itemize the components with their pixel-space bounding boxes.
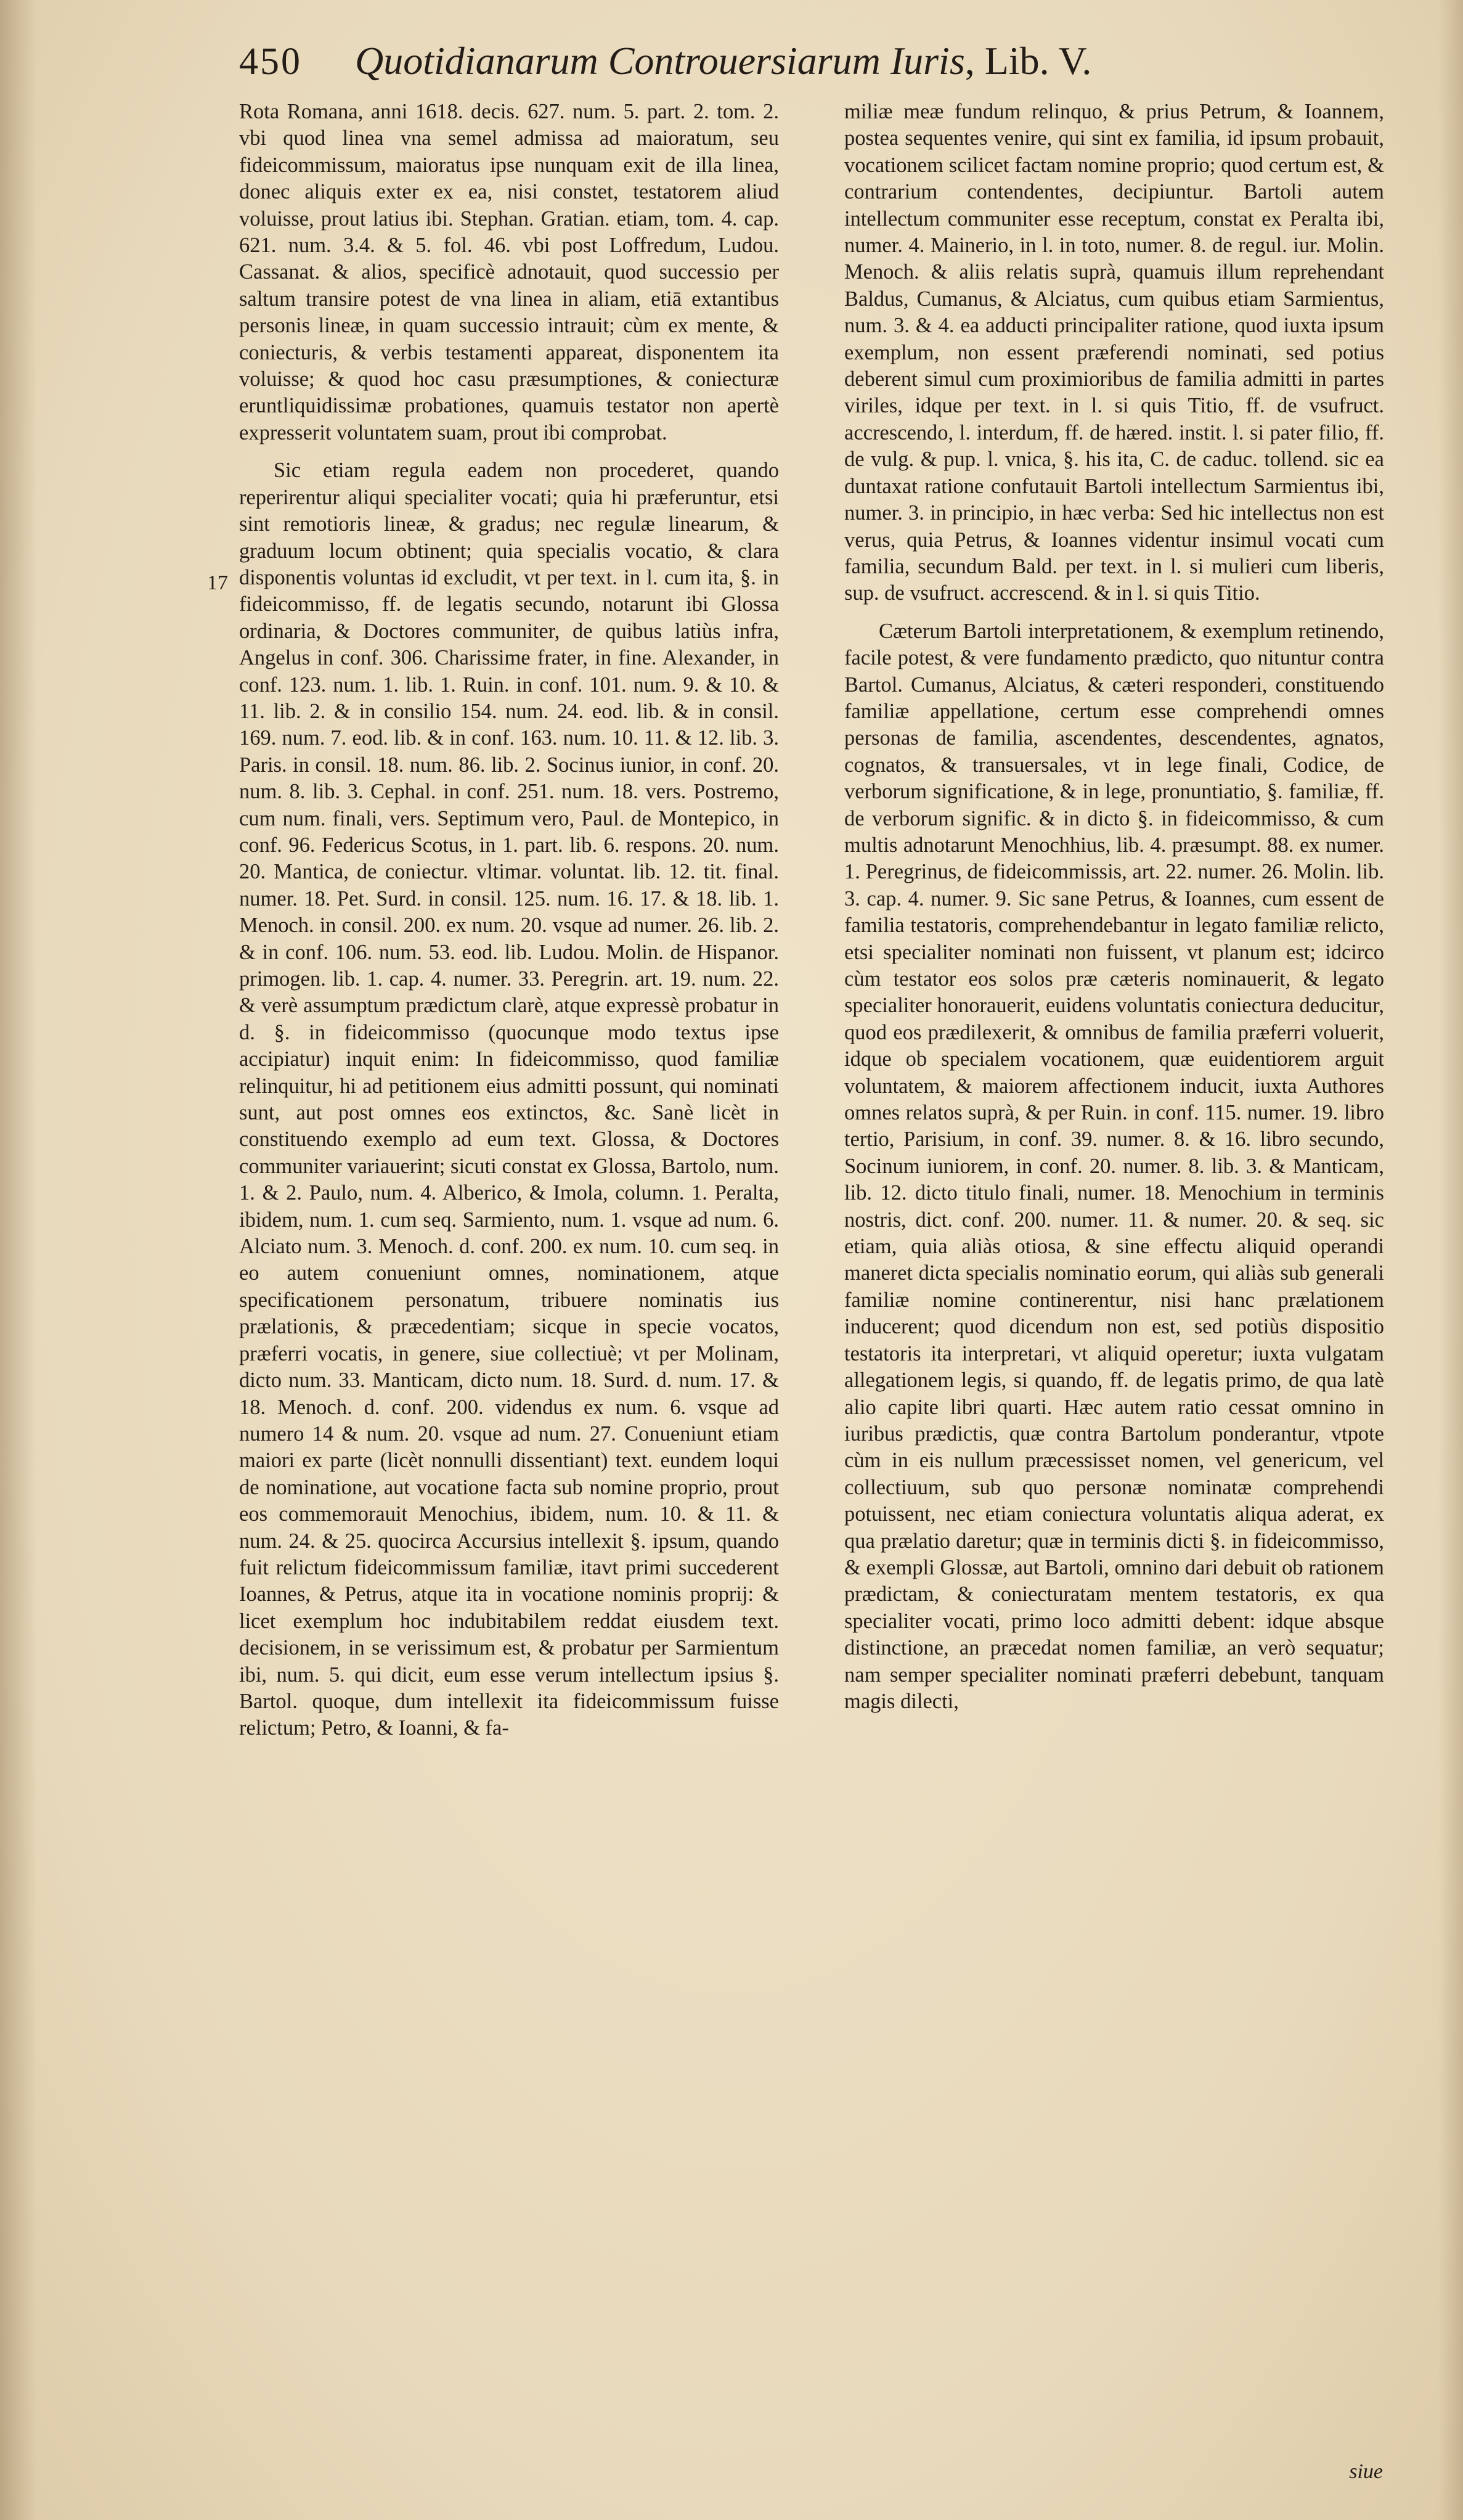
page-number: 450 <box>239 41 302 83</box>
edge-shadow <box>1438 0 1463 2520</box>
gutter-shadow <box>0 0 37 2520</box>
left-paragraph-1: Rota Romana, anni 1618. decis. 627. num. 5. part. 2. tom. 2. vbi quod linea vna semel admissa ad maioratum, seu fideicommissum, maioratus ipse nunquam exit de illa linea, donec aliquis exter ex ea, nisi constet, testatorem aliud voluisse, prout latius ibi. Stephan. Gratian. etiam, tom. 4. cap. 621. num. 3.4. & 5. fol. 46. vbi post Loffredum, Ludou. Cassanat. & alios, specificè adnotauit, quod successio per saltum transire potest de vna linea in aliam, etiā extantibus personis lineæ, in quam successio intrauit; cùm ex mente, & coniecturis, & verbis testamenti appareat, disponentem ita voluisse; & quod hoc casu præsumptiones, & coniecturæ eruntliquidissimæ probationes, quamuis testator non apertè expresserit voluntatem suam, prout ibi comprobat. <box>239 100 779 444</box>
left-column <box>239 99 779 1742</box>
book-number: , Lib. V. <box>964 39 1092 83</box>
catchword: siue <box>1349 2460 1383 2483</box>
right-column <box>844 99 1384 1715</box>
right-paragraph-2: Cæterum Bartoli interpretationem, & exemplum retinendo, facile potest, & vere fundamento prædicto, quo nituntur contra Bartol. Cumanus, Alciatus, & cæteri responderi, constituendo familiæ appellatione, certum esse comprehendi omnes personas de familia, ascendentes, descendentes, agnatos, cognatos, & transuersales, vt in lege finali, Codice, de verborum significatione, & in lege, pronuntiatio, §. familiæ, ff. de verborum signific. & in dicto §. in fideicommisso, & cum multis adnotarunt Menochhius, lib. 4. præsumpt. 88. ex numer. 1. Peregrinus, de fideicommissis, art. 22. numer. 26. Molin. lib. 3. cap. 4. numer. 9. Sic sane Petrus, & Ioannes, cum essent de familia testatoris, comprehendebantur in legato familiæ relicto, etsi specialiter nominati non fuissent, vt planum est; idcirco cùm testator eos solos præ cæteris nominauerit, & legato specialiter honorauerit, euidens voluntatis coniectura deducitur, quod eos prædilexerit, & omnibus de familia præferri voluerit, idque ob specialem vocationem, quæ euidentiorem arguit voluntatem, & maiorem affectionem inducit, iuxta Authores omnes relatos suprà, & per Ruin. in conf. 115. numer. 19. libro tertio, Parisium, in conf. 39. numer. 8. & 16. libro secundo, Socinum iuniorem, in conf. 20. numer. 8. lib. 3. & Manticam, lib. 12. dicto titulo finali, numer. 18. Menochium in terminis nostris, dict. conf. 200. numer. 11. & numer. 20. & seq. sic etiam, quia aliàs otiosa, & sine effectu aliquid operandi maneret dicta specialis nominatio eorum, qui aliàs sub generali familiæ nomine continerentur, nisi hanc prælationem inducerent; quod dicendum non est, sed potiùs dispositio testatoris ita interpretari, vt aliquid operetur; iuxta vulgatam allegationem legis, si quando, ff. de legatis primo, de qua latè alio capite libri quarti. Hæc autem ratio cessat omnino in iuribus prædictis, quæ contra Bartolum ponderantur, vtpote cùm in eis nullum præcessisset nomen, vel genericum, vel collectiuum, sub quo personæ nominatæ comprehendi potuissent, nec etiam coniectura voluntatis aliqua aderat, ex qua prælatio daretur; quæ in terminis dicti §. in fideicommisso, & exempli Glossæ, aut Bartoli, omnino dari debuit ob rationem prædictam, & coniecturatam mentem testatoris, ex qua specialiter vocati, primo loco admitti debent: idque absque distinctione, an præcedat nomen familiæ, an verò sequatur; nam semper specialiter nominati præferri debebunt, tanquam magis dilecti, <box>844 619 1384 1713</box>
running-title: Quotidianarum Controuersiarum Iuris <box>355 39 965 83</box>
left-paragraph-2: Sic etiam regula eadem non procederet, quando reperirentur aliqui specialiter vocati; quia hi præferuntur, etsi sint remotioris lineæ, & gradus; nec regulæ linearum, & graduum locum obtinent; quia specialis vocatio, & clara disponentis voluntas id excludit, vt per text. in l. cum ita, §. in fideicommisso, ff. de legatis secundo, notarunt ibi Glossa ordinaria, & Doctores communiter, de quibus latiùs infra, Angelus in conf. 306. Charissime frater, in fine. Alexander, in conf. 123. num. 1. lib. 1. Ruin. in conf. 101. num. 9. & 10. & 11. lib. 2. & in consilio 154. num. 24. eod. lib. & in consil. 169. num. 7. eod. lib. & in conf. 163. num. 10. 11. & 12. lib. 3. Paris. in consil. 18. num. 86. lib. 2. Socinus iunior, in conf. 20. num. 8. lib. 3. Cephal. in conf. 251. num. 18. vers. Postremo, cum num. finali, vers. Septimum vero, Paul. de Montepico, in conf. 96. Federicus Scotus, in 1. part. lib. 6. respons. 20. num. 20. Mantica, de coniectur. vltimar. voluntat. lib. 12. tit. final. numer. 18. Pet. Surd. in consil. 125. num. 16. 17. & 18. lib. 1. Menoch. in consil. 200. ex num. 20. vsque ad numer. 26. lib. 2. & in conf. 106. num. 53. eod. lib. Ludou. Molin. de Hispanor. primogen. lib. 1. cap. 4. numer. 33. Peregrin. art. 19. num. 22. & verè assumptum prædictum clarè, atque expressè probatur in d. §. in fideicommisso (quocunque modo textus ipse accipiatur) inquit enim: In fideicommisso, quod familiæ relinquitur, hi ad petitionem eius admitti possunt, qui nominati sunt, aut post omnes eos extinctos, &c. Sanè licèt in constituendo exemplo ad eum text. Glossa, & Doctores communiter variauerint; sicuti constat ex Glossa, Bartolo, num. 1. & 2. Paulo, num. 4. Alberico, & Imola, column. 1. Peralta, ibidem, num. 1. cum seq. Sarmiento, num. 1. vsque ad num. 6. Alciato num. 3. Menoch. d. conf. 200. ex num. 10. cum seq. in eo autem conueniunt omnes, nominationem, atque specificationem personatum, tribuere nominatis ius prælationis, & præcedentiam; sicque in specie vocatos, præferri vocatis, in genere, siue collectiuè; vt per Molinam, dicto num. 33. Manticam, dicto num. 18. Surd. d. num. 17. & 18. Menoch. d. conf. 200. videndus ex num. 6. vsque ad numero 14 & num. 20. vsque ad num. 27. Conueniunt etiam maiori ex parte (licèt nonnulli dissentiant) text. eundem loqui de nominatione, aut vocatione facta sub nomine proprio, prout eos commemorauit Menochius, ibidem, num. 10. & 11. & num. 24. & 25. quocirca Accursius intellexit §. ipsum, quando fuit relictum fideicommissum familiæ, itavt primi succederent Ioannes, & Petrus, atque ita in vocatione nominis proprij: & licet exemplum hoc indubitabilem reddat eiusdem text. decisionem, in se verissimum est, & probatur per Sarmientum ibi, num. 5. qui dicit, eum esse verum intellectum ipsius §. Bartol. quoque, dum intellexit ita fideicommissum fuisse relictum; Petro, & Ioanni, & fa- <box>239 459 779 1740</box>
running-header <box>239 33 1287 89</box>
right-paragraph-1: miliæ meæ fundum relinquo, & prius Petrum, & Ioannem, postea sequentes venire, qui sint ex familia, id ipsum probauit, vocationem scilicet factam nomine proprio; quod certum est, & contrarium contendentes, decipiuntur. Bartoli autem intellectum communiter esse receptum, constat ex Peralta ibi, numer. 4. Mainerio, in l. in toto, numer. 8. de regul. iur. Molin. Menoch. & aliis relatis suprà, quamuis illum reprehendant Baldus, Cumanus, & Alciatus, cum quibus etiam Sarmientus, num. 3. & 4. ea adducti principaliter ratione, quod iuxta ipsum exemplum, non essent præferendi nominati, sed potius deberent simul cum proximioribus de familia admitti in partes viriles, idque per text. in l. si quis Titio, ff. de vsufruct. accrescendo, l. interdum, ff. de hæred. instit. l. si pater filio, ff. de vulg. & pup. l. vnica, §. his ita, C. de caduc. tollend. sic ea duntaxat ratione confutauit Bartoli intellectum Sarmientus ibi, numer. 3. in principio, in hæc verba: Sed hic intellectus non est verus, quia Petrus, & Ioannes videntur insimul vocati cum familia, secundum Bald. per text. in l. si mulieri cum liberis, sup. de vsufruct. accrescend. & in l. si quis Titio. <box>844 100 1384 605</box>
margin-note: 17 <box>207 571 228 594</box>
